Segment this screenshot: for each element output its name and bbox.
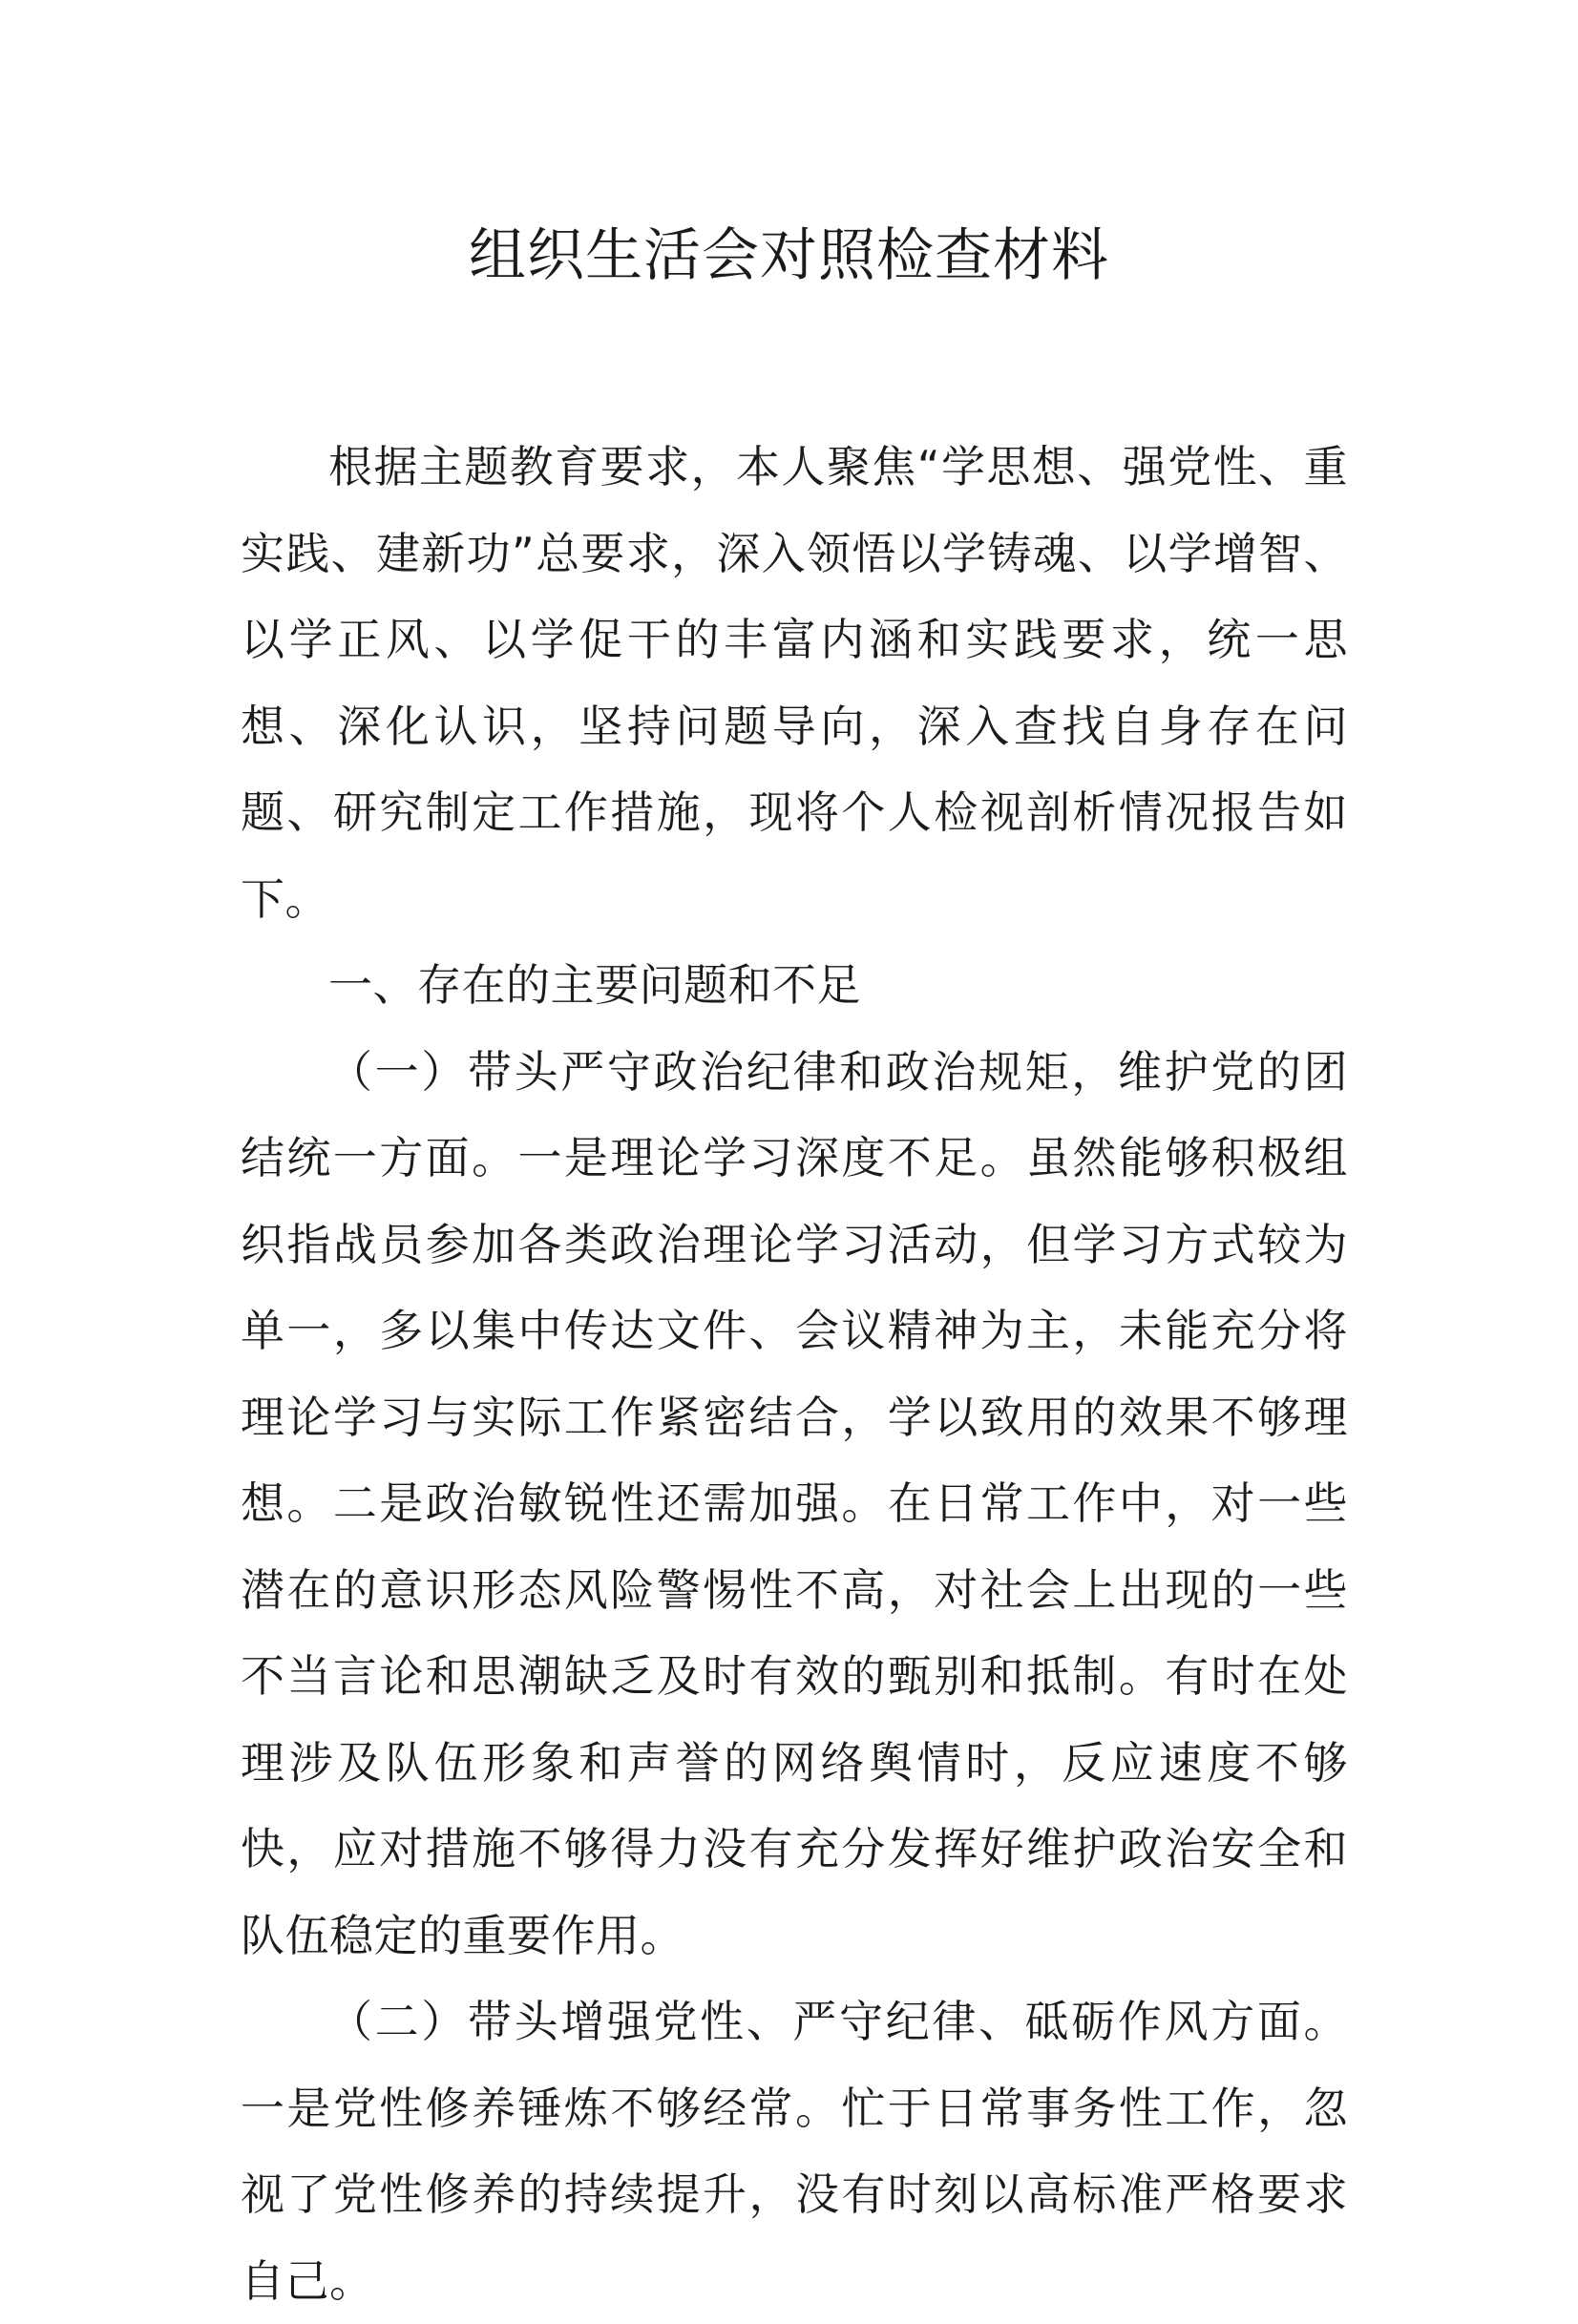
document-title: 组织生活会对照检查材料 (469, 222, 1109, 289)
section-heading: 一、存在的主要问题和不足 (328, 959, 861, 1011)
intro-paragraph: 根据主题教育要求，本人聚焦“学思想、强党性、重实践、建新功”总要求，深入领悟以学铸魂、以学增智、以学正风、以学促干的丰富内涵和实践要求，统一思想、深化认识，坚持问题导向，深入查找自身存在问题、研究制定工作措施，现将个人检视剖析情况报告如下。 (241, 441, 1348, 925)
subsection-paragraph-1: （一）带头严守政治纪律和政治规矩，维护党的团结统一方面。一是理论学习深度不足。虽然能够积极组织指战员参加各类政治理论学习活动，但学习方式较为单一，多以集中传达文件、会议精神为主，未能充分将理论学习与实际工作紧密结合，学以致用的效果不够理想。二是政治敏锐性还需加强。在日常工作中，对一些潜在的意识形态风险警惕性不高，对社会上出现的一些不当言论和思潮缺乏及时有效的甄别和抵制。有时在处理涉及队伍形象和声誉的网络舆情时，反应速度不够快，应对措施不够得力没有充分发挥好维护政治安全和队伍稳定的重要作用。 (241, 1045, 1348, 1961)
subsection-paragraph-2: （二）带头增强党性、严守纪律、砥砺作风方面。一是党性修养锤炼不够经常。忙于日常事务性工作，忽视了党性修养的持续提升，没有时刻以高标准严格要求自己。 (241, 1996, 1348, 2307)
document-body (241, 424, 1348, 2324)
